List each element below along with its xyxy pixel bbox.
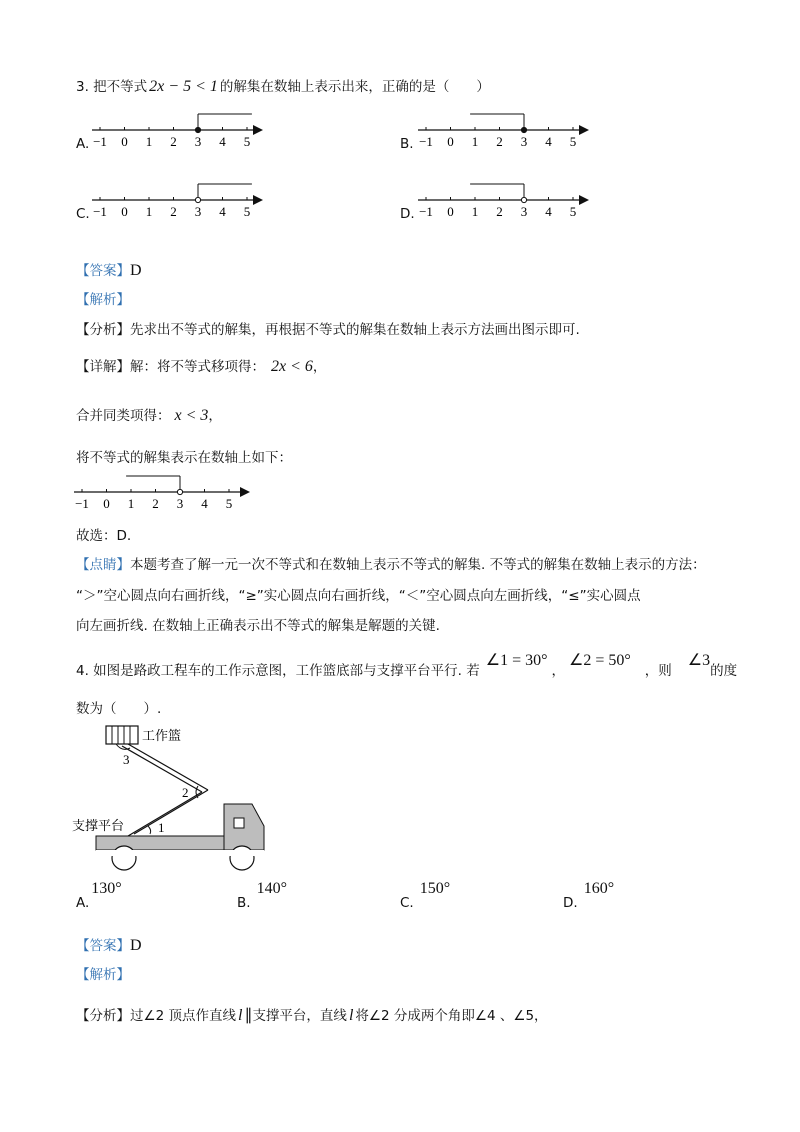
tick-label: 5 (569, 204, 577, 219)
q4-fenxi (76, 1004, 548, 1025)
tick-label: 4 (545, 134, 552, 149)
tick-label: 1 (471, 204, 479, 219)
q4-option-b-letter: B. (237, 895, 251, 911)
q4-answer-value: D (130, 937, 142, 954)
q3-fenxi (76, 318, 580, 338)
tick-label: 4 (545, 204, 552, 219)
q4-option-d-letter: D. (563, 895, 578, 911)
tick-label: 3 (176, 496, 184, 511)
q3-option-d-number-line (416, 178, 591, 220)
tick-label: 5 (225, 496, 233, 511)
dianjing-tag: 【点睛】 (76, 557, 130, 573)
xiangjie-tag: 【详解】 (76, 359, 130, 375)
q3-stem (76, 75, 490, 96)
tick-label: 3 (194, 204, 202, 219)
tick-label: 2 (170, 134, 177, 149)
tick-label: −1 (93, 204, 107, 219)
axis-arrow (240, 487, 250, 497)
tick-label: 0 (447, 204, 454, 219)
hollow-point (195, 197, 200, 202)
q4-angle2: ∠2 = 50° (569, 652, 631, 669)
answer-tag: 【答案】 (76, 263, 130, 279)
q3-dianjing-3: 向左画折线. 在数轴上正确表示出不等式的解集是解题的关键. (76, 618, 440, 634)
q4-stem-line2: 数为（ ）. (76, 701, 162, 717)
q4-option-c-value: 150° (419, 880, 451, 897)
analysis-tag: 【解析】 (76, 292, 130, 308)
tick-label: 4 (219, 134, 226, 149)
tick-label: 3 (520, 204, 528, 219)
upper-arm-b (122, 746, 202, 792)
q4-option-b (237, 880, 287, 911)
step2-end: ， (208, 408, 222, 424)
step1-math: 2x < 6 (271, 358, 313, 375)
tick-label: 0 (121, 134, 128, 149)
tick-label: 0 (103, 496, 110, 511)
q3-suffix: 的解集在数轴上表示出来，正确的是（ ） (219, 79, 490, 95)
q3-show-line: 将不等式的解集表示在数轴上如下： (76, 450, 292, 466)
q4-suffix: 的度 (710, 663, 738, 679)
axis-arrow (253, 125, 263, 135)
q3-option-b-letter: B. (400, 136, 414, 152)
answer-value: D (130, 262, 142, 279)
solid-point (521, 127, 526, 132)
q3-inequality: 2x − 5 < 1 (149, 78, 218, 95)
step2-math: x < 3 (174, 407, 209, 424)
q4-fenxi-tag: 【分析】 (76, 1008, 130, 1024)
q4-prefix: 4. 如图是路政工程车的工作示意图，工作篮底部与支撑平台平行. 若 (76, 663, 480, 679)
q3-option-c-number-line (90, 178, 265, 220)
label-3: 3 (123, 752, 130, 767)
tick-label: 2 (496, 204, 503, 219)
tick-label: 3 (194, 134, 202, 149)
q4-fenxi-l: l (237, 1007, 243, 1024)
fenxi-text: 先求出不等式的解集，再根据不等式的解集在数轴上表示方法画出图示即可. (130, 322, 580, 338)
wheel-rear (112, 846, 136, 870)
wheel-front (230, 846, 254, 870)
tick-label: 1 (145, 134, 153, 149)
fenxi-tag: 【分析】 (76, 322, 130, 338)
basket-rect (106, 726, 138, 744)
q4-answer-line (76, 934, 142, 955)
platform-label: 支撑平台 (72, 819, 125, 834)
lower-arm-b (128, 792, 202, 836)
combine-text: 合并同类项得： (76, 408, 171, 424)
q4-angle1: ∠1 = 30° (485, 652, 548, 669)
q4-fenxi-c: 将∠2 分成两个角即∠4 、∠5， (355, 1008, 548, 1024)
q4-option-a-letter: A. (76, 895, 90, 911)
q4-fenxi-b: 支撑平台，直线 (252, 1008, 347, 1024)
tick-label: 0 (121, 204, 128, 219)
q4-fenxi-a: 过∠2 顶点作直线 (130, 1008, 236, 1024)
tick-label: 2 (170, 204, 177, 219)
q4-option-d (563, 880, 615, 911)
q4-then: ，则 (644, 663, 672, 679)
q4-option-a-value: 130° (91, 880, 122, 897)
q4-option-d-value: 160° (583, 880, 615, 897)
tick-label: 0 (447, 134, 454, 149)
tick-label: 4 (219, 204, 226, 219)
tick-label: −1 (93, 134, 107, 149)
q4-fenxi-par: ∥ (244, 1007, 253, 1024)
hollow-point (177, 489, 182, 494)
q3-option-b-number-line (416, 108, 591, 150)
q3-prefix: 3. 把不等式 (76, 79, 148, 95)
axis-arrow (579, 195, 589, 205)
q4-option-c-letter: C. (400, 895, 414, 911)
label-1: 1 (158, 820, 165, 835)
upper-arm (128, 744, 208, 790)
angle1-arc (148, 826, 151, 834)
tick-label: 2 (496, 134, 503, 149)
cab-window (234, 818, 244, 828)
tick-label: 1 (145, 204, 153, 219)
q4-option-b-value: 140° (256, 880, 287, 897)
q4-angle3: ∠3 (687, 652, 711, 669)
tick-label: −1 (75, 496, 89, 511)
tick-label: 4 (201, 496, 208, 511)
q3-solution-number-line (72, 470, 252, 512)
q3-dianjing-1 (76, 553, 706, 573)
tick-label: 2 (152, 496, 159, 511)
q4-answer-tag: 【答案】 (76, 938, 130, 954)
tick-label: 1 (127, 496, 135, 511)
basket-label: 工作篮 (142, 729, 182, 744)
q3-answer-line (76, 259, 142, 280)
tick-label: 5 (243, 204, 251, 219)
label-2: 2 (182, 785, 189, 800)
platform-rect (96, 836, 224, 850)
q3-option-a-number-line (90, 108, 265, 150)
q4-option-c (400, 880, 451, 911)
q3-option-a-letter: A. (76, 136, 90, 152)
tick-label: 5 (569, 134, 577, 149)
axis-arrow (579, 125, 589, 135)
q3-combine (76, 404, 222, 425)
axis-arrow (253, 195, 263, 205)
q3-xiangjie (76, 355, 326, 376)
q3-dianjing-2: “＞”空心圆点向右画折线，“≥”实心圆点向右画折线，“＜”空心圆点向左画折线，“≤”实心圆点 (76, 588, 641, 604)
xiangjie-text: 解：将不等式移项得： (130, 359, 265, 375)
step1-end: ， (312, 359, 327, 375)
tick-label: 1 (471, 134, 479, 149)
q4-analysis-tag: 【解析】 (76, 967, 130, 983)
q3-option-d-letter: D. (400, 206, 415, 222)
tick-label: 3 (520, 134, 528, 149)
dianjing-text-1: 本题考查了解一元一次不等式和在数轴上表示不等式的解集. 不等式的解集在数轴上表示的方法： (130, 557, 706, 573)
q4-option-a (76, 880, 122, 911)
tick-label: −1 (419, 204, 433, 219)
tick-label: −1 (419, 134, 433, 149)
tick-label: 5 (243, 134, 251, 149)
q3-choose: 故选：D. (76, 528, 132, 544)
solid-point (195, 127, 200, 132)
q4-stem-line1 (76, 649, 738, 679)
q4-sep: ， (551, 663, 566, 679)
hollow-point (521, 197, 526, 202)
q4-fenxi-l2: l (348, 1007, 354, 1024)
q4-figure (70, 722, 290, 872)
q3-option-c-letter: C. (76, 206, 90, 222)
